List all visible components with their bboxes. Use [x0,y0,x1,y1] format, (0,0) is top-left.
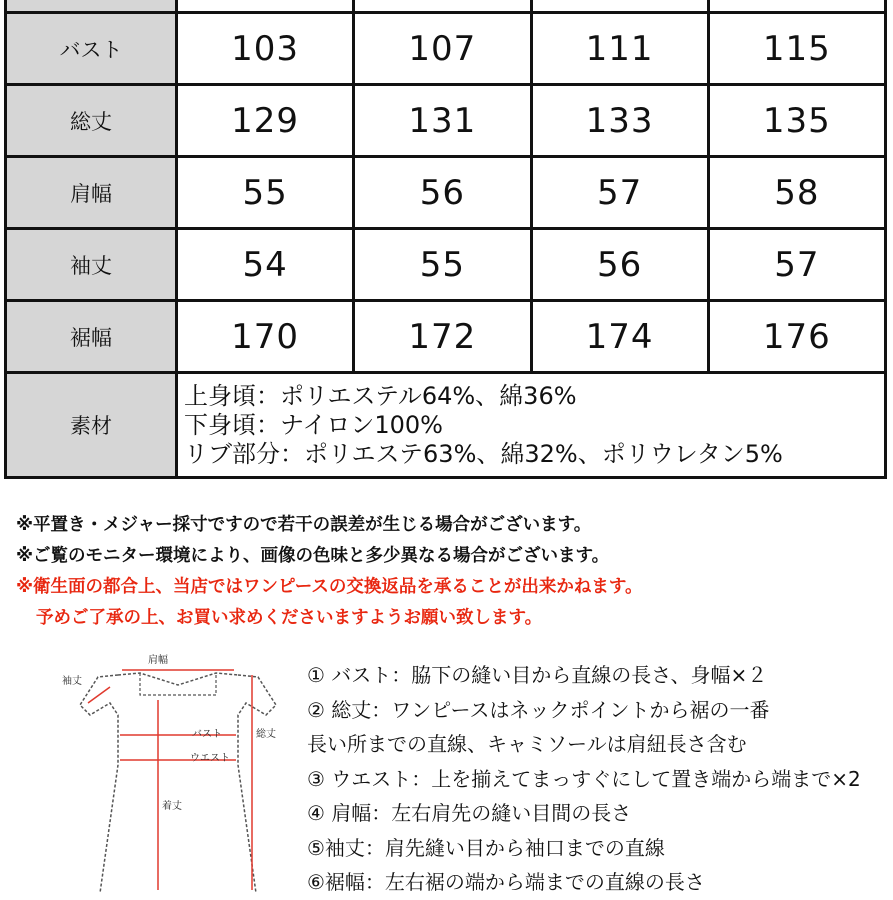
legend-line: ⑤袖丈：肩先縫い目から袖口までの直線 [307,835,665,860]
note-line: ※ご覧のモニター環境により、画像の色味と多少異なる場合がございます。 [16,546,610,566]
material-line: リブ部分：ポリエステ63%、綿32%、ポリウレタン5% [184,439,783,468]
legend-line: ① バスト：脇下の縫い目から直線の長さ、身幅×２ [307,663,768,687]
garment-diagram [40,645,300,893]
sleeve-label: 袖丈 [62,676,82,687]
material-line: 上身頃：ポリエステル64%、綿36% [184,381,577,410]
value-cell: 57 [708,229,885,301]
waist-label: ウエスト [190,753,230,764]
row-length [6,85,886,157]
legend-line: 長い所までの直線、キャミソールは肩紐長さ含む [307,732,747,756]
value-cell: 103 [177,13,354,85]
skirt-length-label: 着丈 [162,801,182,812]
row-hem [6,301,886,373]
value-cell: 55 [177,157,354,229]
notes [16,510,886,634]
header-row [6,0,886,13]
value-cell: 133 [531,85,708,157]
legend-line: ⑥裾幅：左右裾の端から端までの直線の長さ [307,870,705,894]
value-cell: 57 [531,157,708,229]
value-cell: 174 [531,301,708,373]
shoulder-label: 肩幅 [148,655,168,666]
material-line: 下身頃：ナイロン100% [184,410,443,439]
value-cell: 56 [531,229,708,301]
note-line-warning: 予めご了承の上、お買い求めくださいますようお願い致します。 [36,608,543,628]
row-label: 素材 [6,373,177,478]
material-cell [177,373,886,478]
row-label: バスト [6,13,177,85]
value-cell: 176 [708,301,885,373]
value-cell: 56 [354,157,531,229]
note-line-warning: ※衛生面の都合上、当店ではワンピースの交換返品を承ることが出来かねます。 [16,577,643,597]
value-cell: 107 [354,13,531,85]
value-cell: 170 [177,301,354,373]
size-table [4,0,887,479]
header-cell [708,0,885,13]
row-bust [6,13,886,85]
header-corner-cell [6,0,177,13]
header-cell [177,0,354,13]
value-cell: 55 [354,229,531,301]
length-label: 総丈 [256,729,276,740]
value-cell: 129 [177,85,354,157]
row-label: 裾幅 [6,301,177,373]
value-cell: 58 [708,157,885,229]
value-cell: 135 [708,85,885,157]
value-cell: 172 [354,301,531,373]
legend-line: ③ ウエスト：上を揃えてまっすぐにして置き端から端まで×2 [307,766,861,791]
measurement-legend [307,658,893,900]
legend-line: ② 総丈：ワンピースはネックポイントから裾の一番 [307,697,770,722]
row-label: 袖丈 [6,229,177,301]
value-cell: 111 [531,13,708,85]
row-label: 肩幅 [6,157,177,229]
bust-label: バスト [192,729,222,740]
row-label: 総丈 [6,85,177,157]
header-cell [354,0,531,13]
value-cell: 131 [354,85,531,157]
value-cell: 54 [177,229,354,301]
legend-line: ④ 肩幅：左右肩先の縫い目間の長さ [307,801,632,825]
row-sleeve [6,229,886,301]
note-line: ※平置き・メジャー採寸ですので若干の誤差が生じる場合がございます。 [16,515,592,535]
row-shoulder [6,157,886,229]
value-cell: 115 [708,13,885,85]
row-material [6,373,886,478]
header-cell [531,0,708,13]
